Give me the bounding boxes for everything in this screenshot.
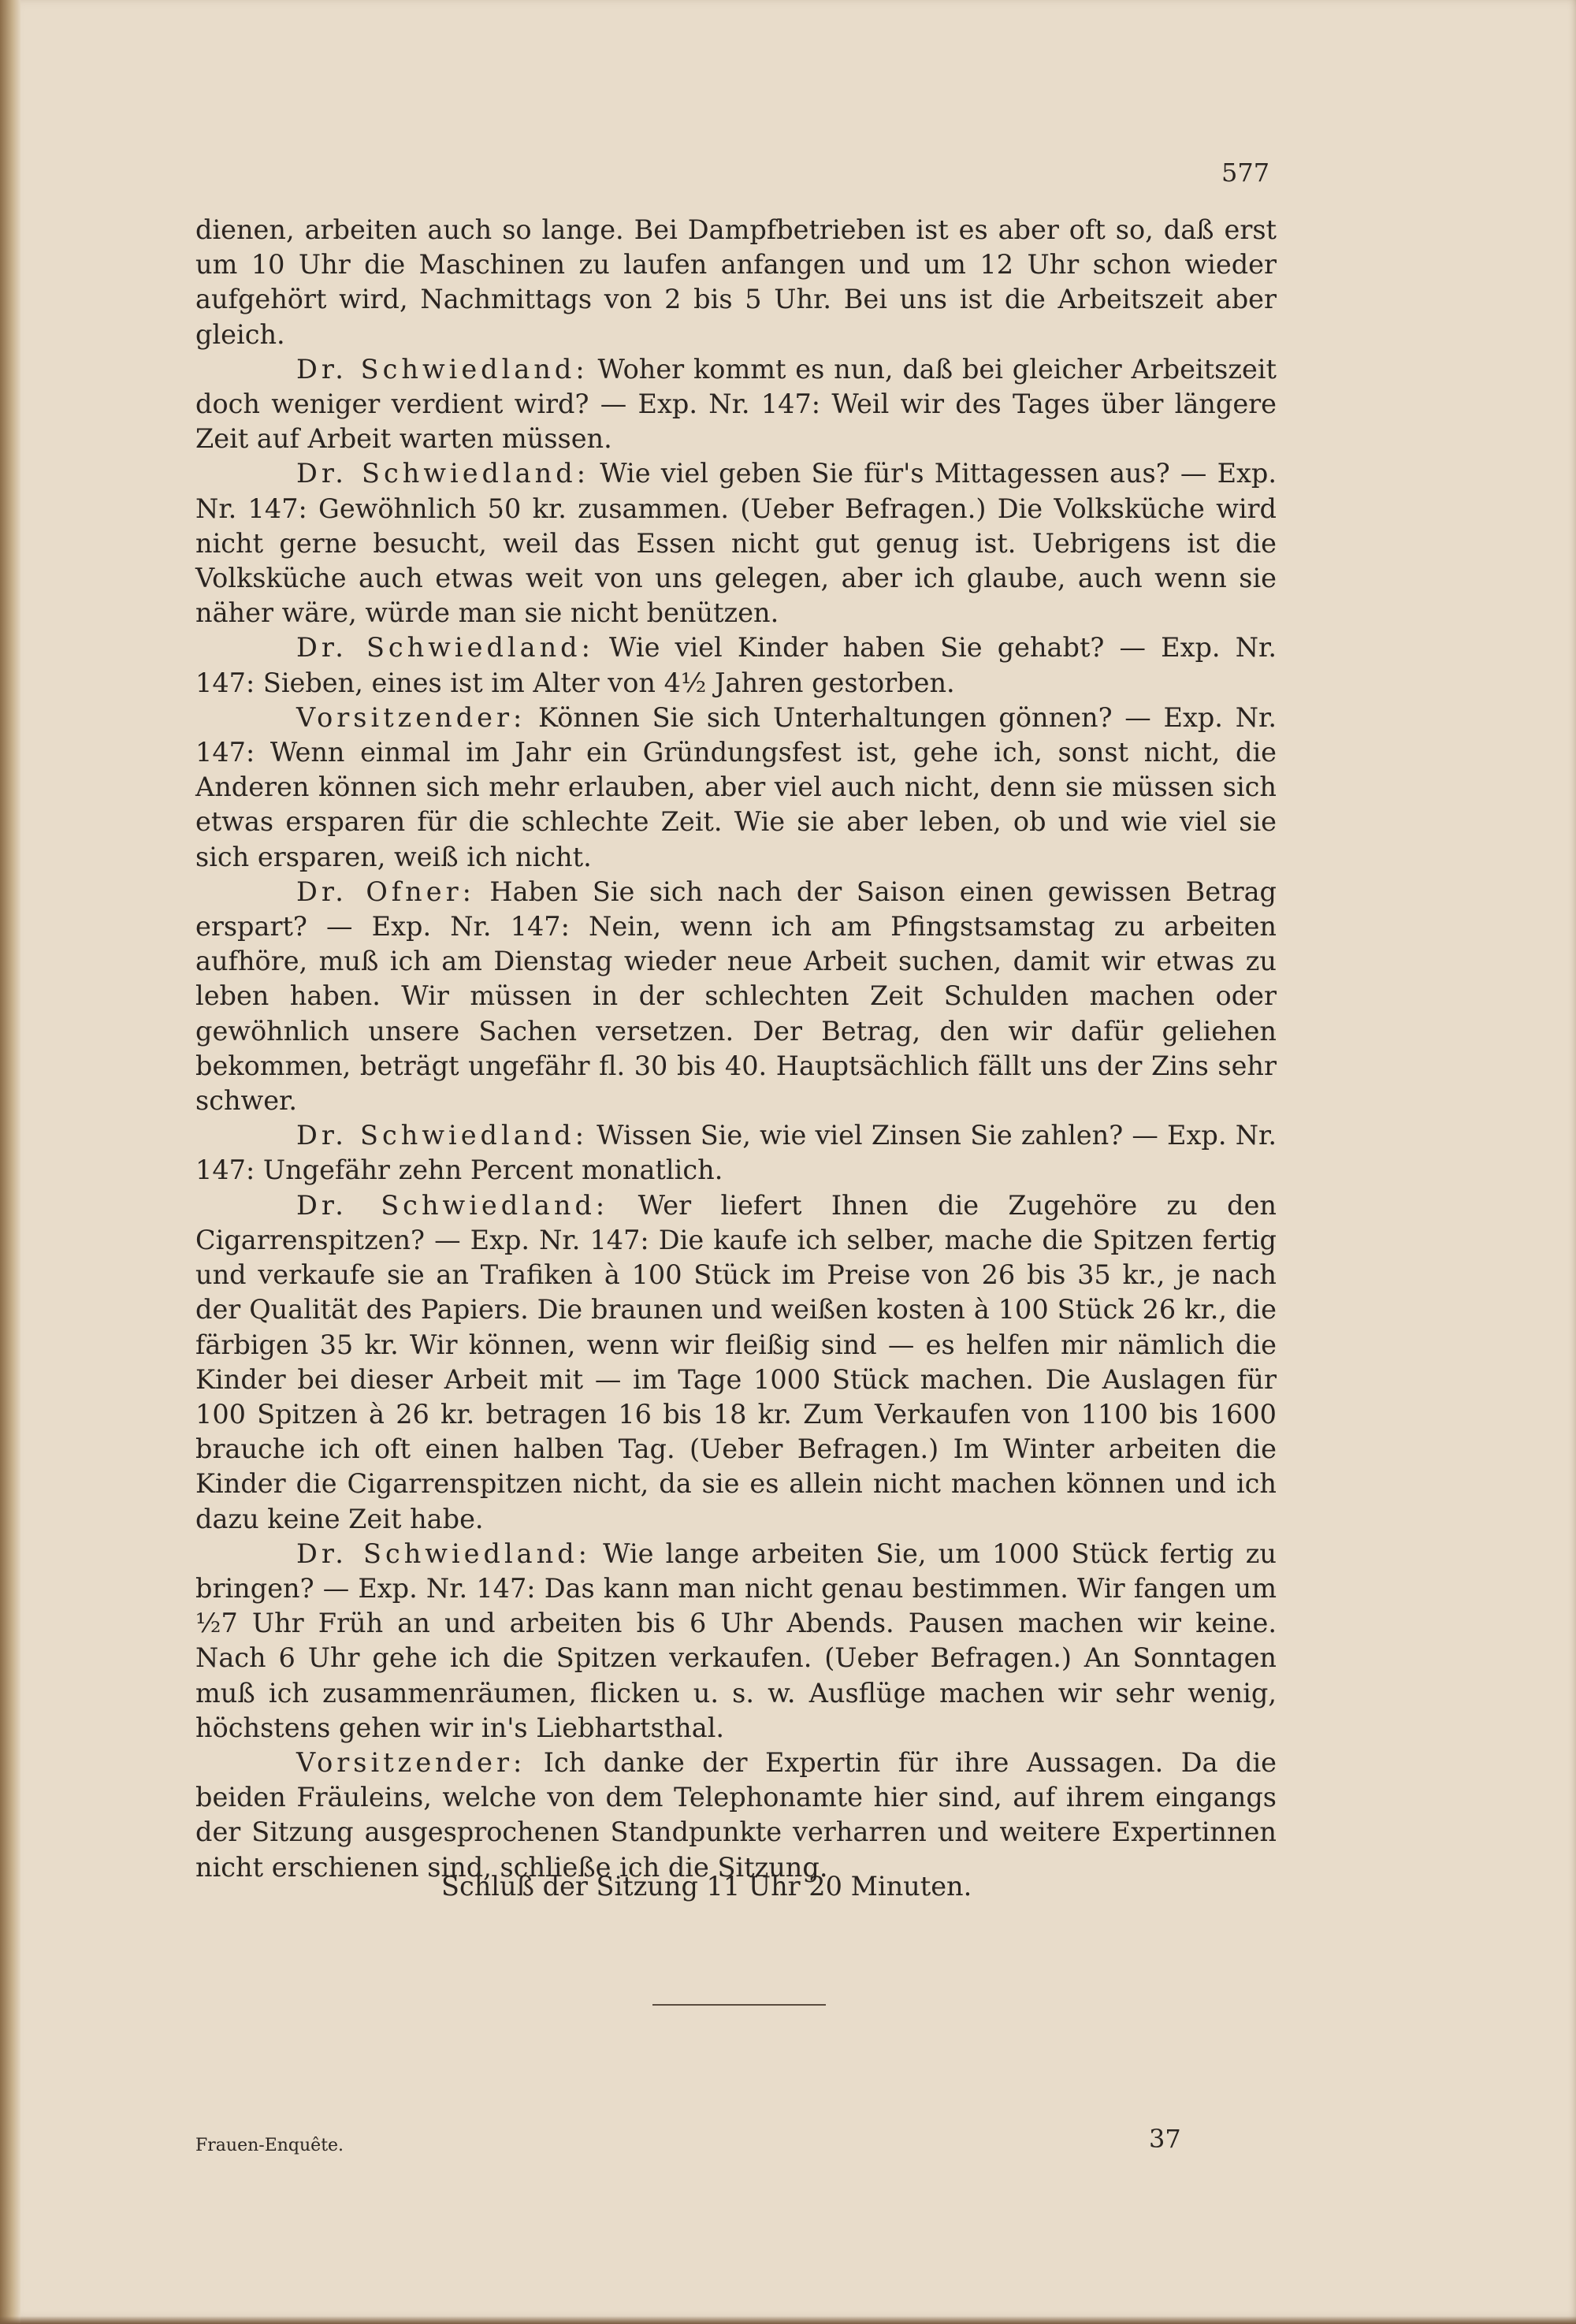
paragraph-8 — [195, 1188, 1277, 1537]
speaker-label: Dr. Schwiedland: — [296, 458, 589, 489]
page-number: 577 — [1221, 158, 1270, 188]
speaker-label: Dr. Ofner: — [296, 876, 475, 907]
body-text — [195, 213, 1277, 1885]
speaker-label: Dr. Schwiedland: — [296, 1189, 609, 1221]
paragraph-4 — [195, 630, 1277, 700]
paragraph-text: Wer liefert Ihnen die Zugehöre zu den Cigarrenspitzen? — Exp. Nr. 147: Die kaufe ich selber, mache die Spitzen fertig und verkaufe sie an Trafiken à 100 Stück im Preise von 26 bis 35 kr., je nach der Qualität des Papiers. Die braunen und weißen kosten à 100 Stück 26 kr., die färbigen 35 kr. Wir können, wenn wir fleißig sind — es helfen mir nämlich die Kinder bei dieser Arbeit mit — im Tage 1000 Stück machen. Die Auslagen für 100 Spitzen à 26 kr. betragen 16 bis 18 kr. Zum Verkaufen von 1100 bis 1600 brauche ich oft einen halben Tag. (Ueber Befragen.) Im Winter arbeiten die Kinder die Cigarrenspitzen nicht, da sie es allein nicht machen können und ich dazu keine Zeit habe. — [195, 1189, 1277, 1534]
speaker-label: Vorsitzender: — [296, 701, 526, 733]
paragraph-text: Wie viel Kinder haben Sie gehabt? — Exp. Nr. 147: Sieben, eines ist im Alter von 4½ Jahren gestorben. — [195, 632, 1277, 698]
page-bottom-edge — [0, 2316, 1576, 2324]
speaker-label: Vorsitzender: — [296, 1746, 526, 1778]
speaker-label: Dr. Schwiedland: — [296, 1120, 588, 1151]
paragraph-text: Woher kommt es nun, daß bei gleicher Arbeitszeit doch weniger verdient wird? — Exp. Nr. 147: Weil wir des Tages über längere Zeit auf Arbeit warten müssen. — [195, 353, 1277, 455]
paragraph-text: Wissen Sie, wie viel Zinsen Sie zahlen? — Exp. Nr. 147: Ungefähr zehn Percent monatlich. — [195, 1120, 1277, 1186]
paragraph-text: Können Sie sich Unterhaltungen gönnen? — Exp. Nr. 147: Wenn einmal im Jahr ein Gründungsfest ist, gehe ich, sonst nicht, die Anderen können sich mehr erlauben, aber viel auch nicht, denn sie müssen sich etwas ersparen für die schlechte Zeit. Wie sie aber leben, ob und wie viel sie sich ersparen, weiß ich nicht. — [195, 701, 1277, 872]
horizontal-rule — [652, 2004, 826, 2006]
speaker-label: Dr. Schwiedland: — [296, 353, 589, 385]
speaker-label: Dr. Schwiedland: — [296, 632, 594, 664]
paragraph-5 — [195, 701, 1277, 875]
paragraph-7 — [195, 1118, 1277, 1188]
paragraph-9 — [195, 1537, 1277, 1746]
closing-line: Schluß der Sitzung 11 Uhr 20 Minuten. — [441, 1871, 972, 1902]
paragraph-text: Wie viel geben Sie für's Mittagessen aus? — Exp. Nr. 147: Gewöhnlich 50 kr. zusammen. (Ueber Befragen.) Die Volksküche wird nicht gerne besucht, weil das Essen nicht gut genug ist. Uebrigens ist die Volksküche auch etwas weit von uns gelegen, aber ich glaube, auch wenn sie näher wäre, würde man sie nicht benützen. — [195, 458, 1277, 629]
paragraph-6 — [195, 875, 1277, 1118]
paragraph-1: dienen, arbeiten auch so lange. Bei Dampfbetrieben ist es aber oft so, daß erst um 10 Uhr die Maschinen zu laufen anfangen und um 12 Uhr schon wieder aufgehört wird, Nachmittags von 2 bis 5 Uhr. Bei uns ist die Arbeitszeit aber gleich. — [195, 214, 1277, 350]
paragraph-3 — [195, 456, 1277, 630]
footer-title: Frauen-Enquête. — [195, 2136, 344, 2155]
speaker-label: Dr. Schwiedland: — [296, 1538, 591, 1569]
paragraph-text: Wie lange arbeiten Sie, um 1000 Stück fertig zu bringen? — Exp. Nr. 147: Das kann man nicht genau bestimmen. Wir fangen um ½7 Uhr Früh an und arbeiten bis 6 Uhr Abends. Pausen machen wir keine. Nach 6 Uhr gehe ich die Spitzen verkaufen. (Ueber Befragen.) An Sonntagen muß ich zusammenräumen, flicken u. s. w. Ausflüge machen wir sehr wenig, höchstens gehen wir in's Liebhartsthal. — [195, 1538, 1277, 1743]
paragraph-2 — [195, 352, 1277, 457]
paragraph-text: Ich danke der Expertin für ihre Aussagen. Da die beiden Fräuleins, welche von dem Telephonamte hier sind, auf ihrem eingangs der Sitzung ausgesprochenen Standpunkte verharren und weitere Expertinnen nicht erschienen sind, schließe ich die Sitzung. — [195, 1746, 1277, 1883]
book-spine-edge — [0, 0, 20, 2324]
paragraph-text: Haben Sie sich nach der Saison einen gewissen Betrag erspart? — Exp. Nr. 147: Nein, wenn ich am Pfingstsamstag zu arbeiten aufhöre, muß ich am Dienstag wieder neue Arbeit suchen, damit wir etwas zu leben haben. Wir müssen in der schlechten Zeit Schulden machen oder gewöhnlich unsere Sachen versetzen. Der Betrag, den wir dafür geliehen bekommen, beträgt ungefähr fl. 30 bis 40. Hauptsächlich fällt uns der Zins sehr schwer. — [195, 876, 1277, 1117]
paragraph-10 — [195, 1746, 1277, 1885]
signature-number: 37 — [1149, 2124, 1181, 2154]
